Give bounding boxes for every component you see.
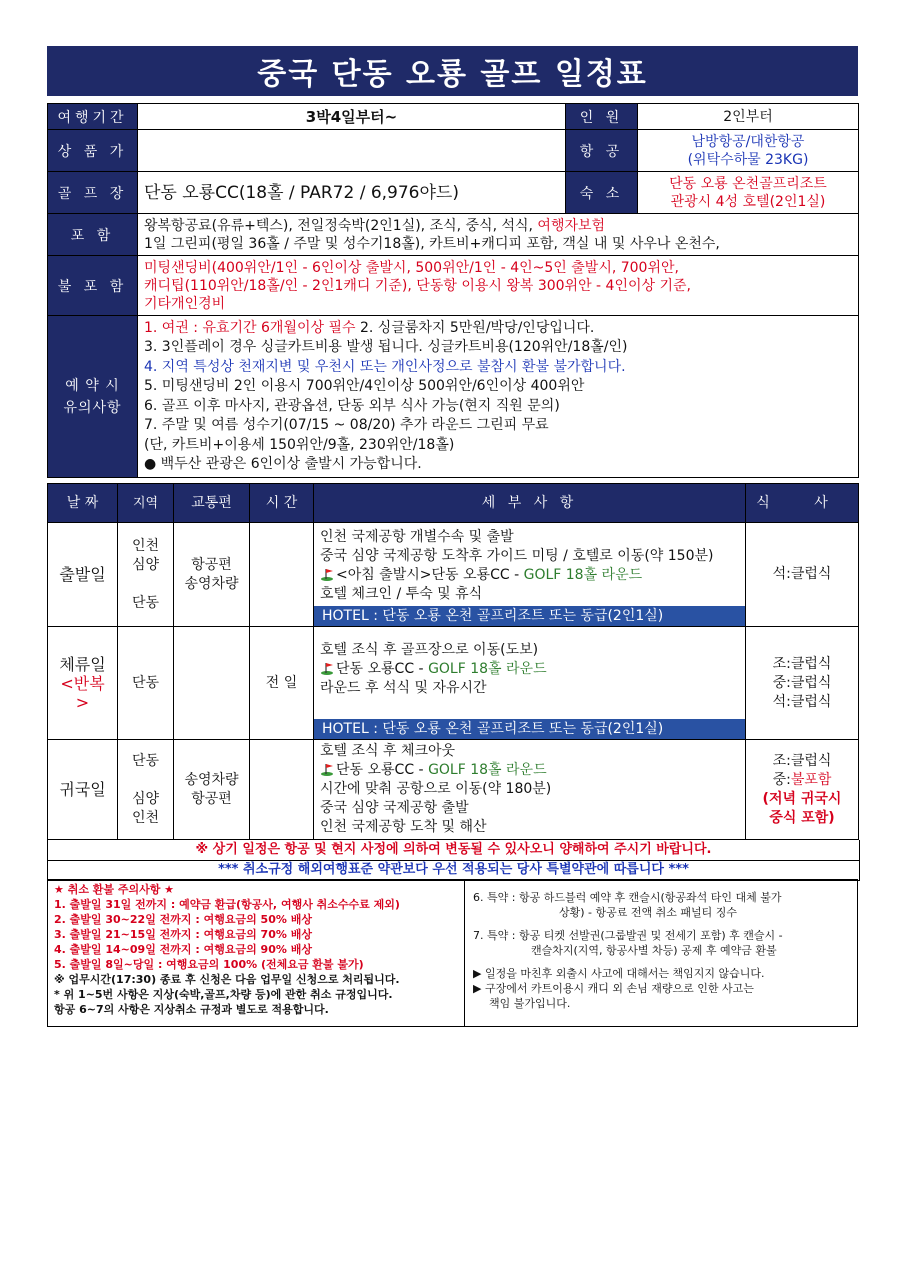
incl-insurance: 여행자보험 [537, 217, 606, 234]
day3-region-3: 인천 [131, 809, 160, 826]
period-label: 여행기간 [48, 104, 138, 130]
notes-value [138, 316, 859, 478]
period-value: 3박4일부터~ [138, 104, 566, 130]
cancel-line-8: 항공 6~7의 사항은 지상취소 규정과 별도로 적용합니다. [54, 1003, 329, 1016]
note-2: 2. 싱글룸차지 5만원/박당/인당입니다. [355, 319, 595, 336]
day1-detail-1: 인천 국제공항 개별수속 및 출발 [320, 529, 514, 545]
cancel-line-7: * 위 1~5번 사항은 지상(숙박,골프,차량 등)에 관한 취소 규정입니다. [54, 988, 393, 1001]
day1-region-3: 단동 [131, 594, 160, 611]
table-row [48, 740, 859, 840]
day2-transport [174, 627, 250, 740]
stay-label: 숙 소 [566, 172, 638, 214]
day1-detail-4: 호텔 체크인 / 투숙 및 휴식 [320, 586, 483, 602]
cancel-line-6: ※ 업무시간(17:30) 종료 후 신청은 다음 업무일 신청으로 처리됩니다. [54, 973, 400, 986]
day3-region-1: 단동 [131, 752, 160, 769]
special-terms [465, 880, 857, 1026]
stay-value [638, 172, 859, 214]
incl-line-2: 1일 그린피(평일 36홀 / 주말 및 성수기18홀), 카트비+캐디피 포함, 객실 내 및 사우나 온천수, [144, 235, 720, 252]
course-value: 단동 오룡CC(18홀 / PAR72 / 6,976야드) [138, 172, 566, 214]
terms-line-6: 6. 특약 : 항공 하드블럭 예약 후 캔슬시(항공좌석 타인 대체 불가 [473, 891, 782, 904]
day1-transport [174, 523, 250, 627]
note-5: 5. 미팅샌딩비 2인 이용시 700위안/4인이상 500위안/6인이상 400위안 [144, 378, 585, 394]
header-details: 세 부 사 항 [314, 484, 746, 523]
day3-date: 귀국일 [48, 740, 118, 840]
day3-detail-5: 인천 국제공항 도착 및 해산 [320, 819, 487, 835]
day3-meal-note-2: 중식 포함) [769, 809, 835, 826]
day2-meal [746, 627, 859, 740]
day3-details [314, 740, 746, 840]
day2-meal-1: 조:클럽식 [772, 655, 832, 672]
terms-line-7b: 캔슬차지(지역, 항공사별 차등) 공제 후 예약금 환불 [531, 944, 777, 957]
note-7: 7. 주말 및 여름 성수기(07/15 ~ 08/20) 추가 라운드 그린피 무료 [144, 417, 549, 433]
day2-hotel: HOTEL : 단동 오룡 온천 골프리조트 또는 동급(2인1실) [314, 719, 745, 740]
table-row [48, 627, 859, 740]
cancel-line-2: 2. 출발일 30~22일 전까지 : 여행요금의 50% 배상 [54, 913, 312, 926]
day1-region [118, 523, 174, 627]
excl-label: 불 포 함 [48, 256, 138, 316]
note-4: 4. 지역 특성상 천재지변 및 우천시 또는 개인사정으로 불참시 환불 불가합니다. [144, 358, 626, 375]
notes-label [48, 316, 138, 478]
excl-value [138, 256, 859, 316]
day2-date [48, 627, 118, 740]
day1-transport-1: 항공편 [191, 556, 232, 573]
excl-line-3: 기타개인경비 [144, 295, 226, 312]
day1-meal: 석:클럽식 [746, 523, 859, 627]
day3-transport-1: 송영차량 [184, 771, 239, 788]
price-label: 상 품 가 [48, 130, 138, 172]
incl-value [138, 214, 859, 256]
golf-flag-icon [320, 661, 334, 675]
air-value [638, 130, 859, 172]
header-date: 날 짜 [48, 484, 118, 523]
excl-line-1: 미팅샌딩비(400위안/1인 - 6인이상 출발시, 500위안/1인 - 4인~5인 출발시, 700위안, [144, 259, 679, 276]
header-meal: 식 사 [746, 484, 859, 523]
day1-details [314, 523, 746, 627]
day3-detail-3: 시간에 맞춰 공항으로 이동(약 180분) [320, 781, 552, 797]
day2-region: 단동 [118, 627, 174, 740]
note-6: 6. 골프 이후 마사지, 관광옵션, 단동 외부 식사 가능(현지 직원 문의) [144, 397, 560, 414]
header-region: 지역 [118, 484, 174, 523]
cancel-refund-notes [48, 880, 465, 1026]
terms-line-9b: 책임 불가입니다. [489, 997, 571, 1010]
day2-detail-1: 호텔 조식 후 골프장으로 이동(도보) [320, 642, 539, 658]
day1-region-1: 인천 [131, 537, 160, 554]
air-label: 항 공 [566, 130, 638, 172]
day3-transport-2: 항공편 [191, 790, 232, 807]
day3-meal-2: 중: [772, 771, 791, 788]
day2-meal-2: 중:클럽식 [772, 674, 832, 691]
day3-region [118, 740, 174, 840]
cancel-section [47, 879, 858, 1027]
day1-golf: GOLF 18홀 라운드 [523, 567, 643, 583]
terms-line-7: 7. 특약 : 항공 티켓 선발권(그룹발권 및 전세기 포함) 후 캔슬시 - [473, 929, 783, 942]
day2-detail-3: 라운드 후 석식 및 자유시간 [320, 680, 487, 696]
air-line-2: (위탁수하물 23KG) [687, 151, 809, 168]
note-7b: (단, 카트비+이용세 150위안/9홀, 230위안/18홀) [144, 436, 455, 453]
day2-details [314, 627, 746, 740]
incl-label: 포 함 [48, 214, 138, 256]
stay-line-1: 단동 오룡 온천골프리조트 [669, 175, 827, 192]
terms-line-8: ▶ 일정을 마친후 외출시 사고에 대해서는 책임지지 않습니다. [473, 967, 765, 980]
cancel-line-4: 4. 출발일 14~09일 전까지 : 여행요금의 90% 배상 [54, 943, 312, 956]
notes-label-2: 유의사항 [63, 399, 122, 416]
day1-region-2: 심양 [131, 556, 160, 573]
notice-schedule-change: ※ 상기 일정은 항공 및 현지 사정에 의하여 변동될 수 있사오니 양해하여 주시기 바랍니다. [47, 840, 860, 861]
day3-transport [174, 740, 250, 840]
excl-line-2: 캐디팁(110위안/18홀/인 - 2인1캐디 기준), 단동항 이용시 왕복 300위안 - 4인이상 기준, [144, 277, 691, 294]
day2-date-label: 체류일 [59, 654, 106, 674]
day1-detail-2: 중국 심양 국제공항 도착후 가이드 미팅 / 호텔로 이동(약 150분) [320, 548, 714, 564]
golf-flag-icon [320, 567, 334, 581]
day3-meal-1: 조:클럽식 [772, 752, 832, 769]
notice-cancel-policy: *** 취소규정 해외여행표준 약관보다 우선 적용되는 당사 특별약관에 따릅니다 *** [47, 860, 860, 881]
people-label: 인 원 [566, 104, 638, 130]
day3-meal-note-1: (저녁 귀국시 [762, 790, 842, 807]
air-line-1: 남방항공/대한항공 [691, 133, 805, 150]
stay-line-2: 관광시 4성 호텔(2인1실) [670, 193, 826, 210]
incl-line-1: 왕복항공료(유류+텍스), 전일정숙박(2인1실), 조식, 중식, 석식, [144, 217, 538, 234]
cancel-line-1: 1. 출발일 31일 전까지 : 예약금 환급(항공사, 여행사 취소수수료 제외) [54, 898, 400, 911]
day2-meal-3: 석:클럽식 [772, 693, 832, 710]
price-value [138, 130, 566, 172]
day1-hotel: HOTEL : 단동 오룡 온천 골프리조트 또는 동급(2인1실) [314, 606, 745, 627]
info-table [47, 103, 859, 478]
cancel-line-3: 3. 출발일 21~15일 전까지 : 여행요금의 70% 배상 [54, 928, 312, 941]
day1-transport-2: 송영차량 [184, 575, 239, 592]
day3-detail-4: 중국 심양 국제공항 출발 [320, 800, 469, 816]
day3-golf: GOLF 18홀 라운드 [428, 762, 547, 778]
day3-meal [746, 740, 859, 840]
schedule-table [47, 483, 859, 840]
cancel-title: ★ 취소 환불 주의사항 ★ [54, 883, 175, 896]
cancel-line-5: 5. 출발일 8일~당일 : 여행요금의 100% (전체요금 환불 불가) [54, 958, 364, 971]
day3-region-2: 심양 [131, 790, 160, 807]
note-1: 1. 여권 : 유효기간 6개월이상 필수 [144, 319, 356, 336]
day3-meal-excluded: 불포함 [790, 771, 832, 788]
day2-golf: GOLF 18홀 라운드 [428, 661, 547, 677]
note-3: 3. 3인플레이 경우 싱글카트비용 발생 됩니다. 싱글카트비용(120위안/18홀/인) [144, 339, 628, 355]
terms-line-9: ▶ 구장에서 카트이용시 캐디 외 손님 재량으로 인한 사고는 [473, 982, 754, 995]
day2-time: 전 일 [250, 627, 314, 740]
people-value: 2인부터 [638, 104, 859, 130]
page-title: 중국 단동 오룡 골프 일정표 [47, 46, 858, 96]
day1-time [250, 523, 314, 627]
notes-label-1: 예 약 시 [65, 377, 120, 394]
day2-detail-2: 단동 오룡CC - [336, 661, 429, 677]
header-transport: 교통편 [174, 484, 250, 523]
day3-detail-1: 호텔 조식 후 체크아웃 [320, 743, 456, 759]
note-8: ● 백두산 관광은 6인이상 출발시 가능합니다. [144, 456, 422, 472]
terms-line-6b: 상황) - 항공료 전액 취소 패널티 징수 [559, 906, 738, 919]
day1-date: 출발일 [48, 523, 118, 627]
day3-detail-2: 단동 오룡CC - [336, 762, 429, 778]
day3-time [250, 740, 314, 840]
golf-flag-icon [320, 762, 334, 776]
day1-detail-3: <아침 출발시>단동 오룡CC - [336, 567, 524, 583]
header-time: 시 간 [250, 484, 314, 523]
course-label: 골 프 장 [48, 172, 138, 214]
table-row [48, 523, 859, 627]
day2-repeat: <반복> [60, 673, 105, 712]
